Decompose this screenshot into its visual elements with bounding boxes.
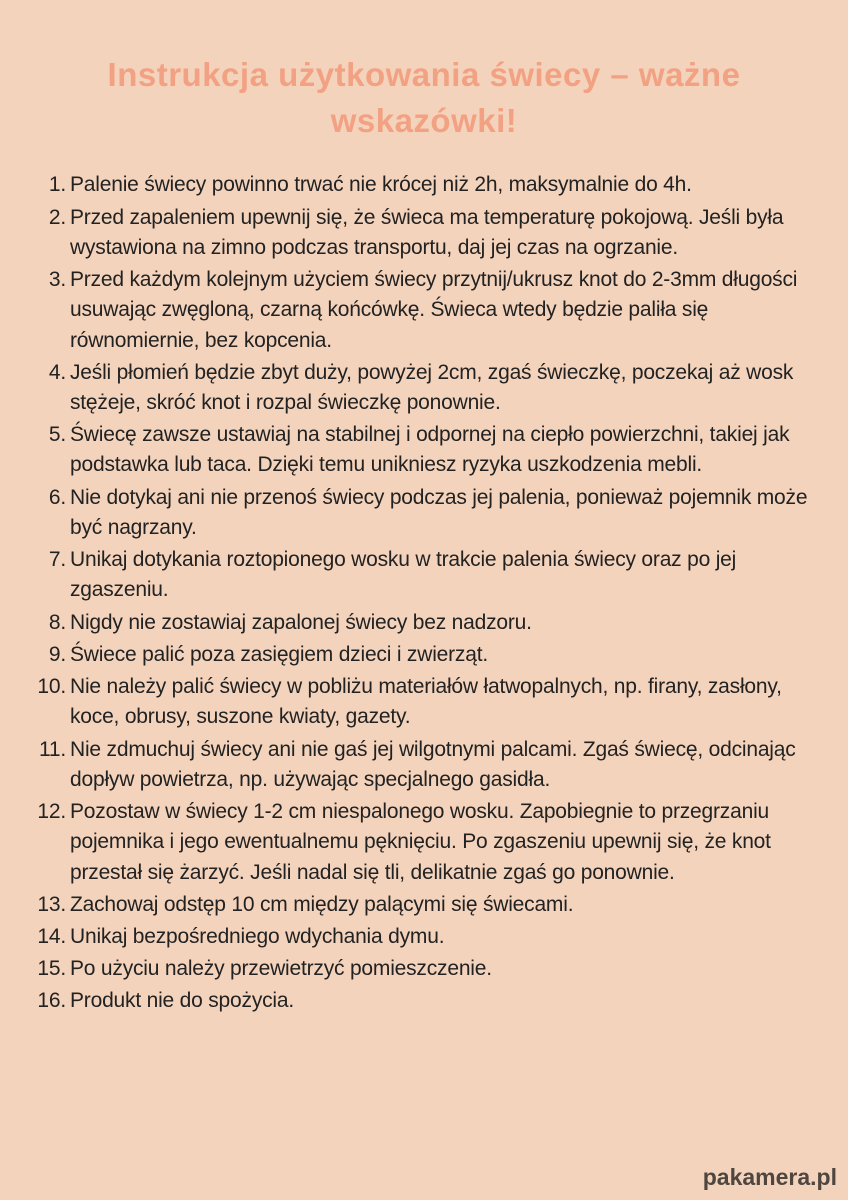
list-item-text: Palenie świecy powinno trwać nie krócej niż 2h, maksymalnie do 4h. xyxy=(70,173,692,197)
list-item-text: Przed każdym kolejnym użyciem świecy przytnij/ukrusz knot do 2-3mm długości usuwając zwęgloną, czarną końcówkę. Świeca wtedy będzie paliła się równomiernie, bez kopcenia. xyxy=(70,268,798,352)
list-item xyxy=(20,358,808,418)
list-item xyxy=(20,203,808,263)
list-item-number: 4. xyxy=(48,360,66,384)
list-item-text: Unikaj dotykania roztopionego wosku w trakcie palenia świecy oraz po jej zgaszeniu. xyxy=(70,548,737,602)
list-item-text: Po użyciu należy przewietrzyć pomieszczenie. xyxy=(70,957,492,981)
list-item-text: Produkt nie do spożycia. xyxy=(70,989,294,1013)
list-item xyxy=(20,265,808,356)
list-item xyxy=(20,170,808,200)
list-item-text: Świecę zawsze ustawiaj na stabilnej i odpornej na ciepło powierzchni, takiej jak podstawka lub taca. Dzięki temu unikniesz ryzyka uszkodzenia mebli. xyxy=(70,423,790,477)
list-item xyxy=(20,735,808,795)
list-item-text: Unikaj bezpośredniego wdychania dymu. xyxy=(70,925,445,948)
list-item xyxy=(20,420,808,480)
watermark-pakamera: pakamera.pl xyxy=(702,1164,837,1190)
list-item-text: Przed zapaleniem upewnij się, że świeca ma temperaturę pokojową. Jeśli była wystawiona na zimno podczas transportu, daj jej czas na ogrzanie. xyxy=(70,205,784,259)
list-item-number: 13. xyxy=(37,892,66,916)
list-item xyxy=(20,672,808,732)
list-item-text: Nie należy palić świecy w pobliżu materiałów łatwopalnych, np. firany, zasłony, koce, obrusy, suszone kwiaty, gazety. xyxy=(70,675,782,729)
list-item xyxy=(20,545,808,605)
list-item xyxy=(20,483,808,543)
list-item-number: 14. xyxy=(37,925,66,948)
list-item-number: 2. xyxy=(48,205,66,229)
list-item xyxy=(20,954,808,984)
list-item-number: 5. xyxy=(48,423,66,447)
list-item-number: 11. xyxy=(38,737,66,761)
list-item xyxy=(20,986,808,1016)
list-item-text: Nie dotykaj ani nie przenoś świecy podczas jej palenia, ponieważ pojemnik może być nagrzany. xyxy=(70,485,808,539)
list-item-text: Jeśli płomień będzie zbyt duży, powyżej 2cm, zgaś świeczkę, poczekaj aż wosk stężeje, skróć knot i rozpal świeczkę ponownie. xyxy=(70,360,794,415)
list-item xyxy=(20,922,808,952)
list-item-number: 9. xyxy=(48,642,66,666)
list-item-number: 16. xyxy=(37,989,66,1013)
list-item-number: 10. xyxy=(37,675,66,699)
list-item-number: 6. xyxy=(48,485,66,509)
list-item-text: Nie zdmuchuj świecy ani nie gaś jej wilgotnymi palcami. Zgaś świecę, odcinając dopływ powietrza, np. używając specjalnego gasidła. xyxy=(70,737,796,791)
list-item-text: Pozostaw w świecy 1-2 cm niespalonego wosku. Zapobiegnie to przegrzaniu pojemnika i jego ewentualnemu pęknięciu. Po zgaszeniu upewnij się, że knot przestał się żarzyć. Jeśli nadal się tli, delikatnie zgaś go ponownie. xyxy=(70,800,771,884)
list-item-text: Zachowaj odstęp 10 cm między palącymi się świecami. xyxy=(70,892,574,916)
list-item-number: 15. xyxy=(37,957,66,981)
list-item-number: 7. xyxy=(48,548,66,572)
list-item-text: Świece palić poza zasięgiem dzieci i zwierząt. xyxy=(70,642,488,666)
list-item-number: 3. xyxy=(48,268,66,292)
list-item-number: 12. xyxy=(37,800,66,824)
list-item xyxy=(20,640,808,670)
list-item-number: 1. xyxy=(48,173,66,197)
list-item-text: Nigdy nie zostawiaj zapalonej świecy bez nadzoru. xyxy=(70,610,532,634)
list-item xyxy=(20,608,808,638)
list-item xyxy=(20,797,808,888)
instruction-list xyxy=(0,170,848,1016)
list-item-number: 8. xyxy=(48,610,66,634)
list-item xyxy=(20,890,808,920)
page-title: Instrukcja użytkowania świecy – ważne wskazówki! xyxy=(107,56,741,140)
